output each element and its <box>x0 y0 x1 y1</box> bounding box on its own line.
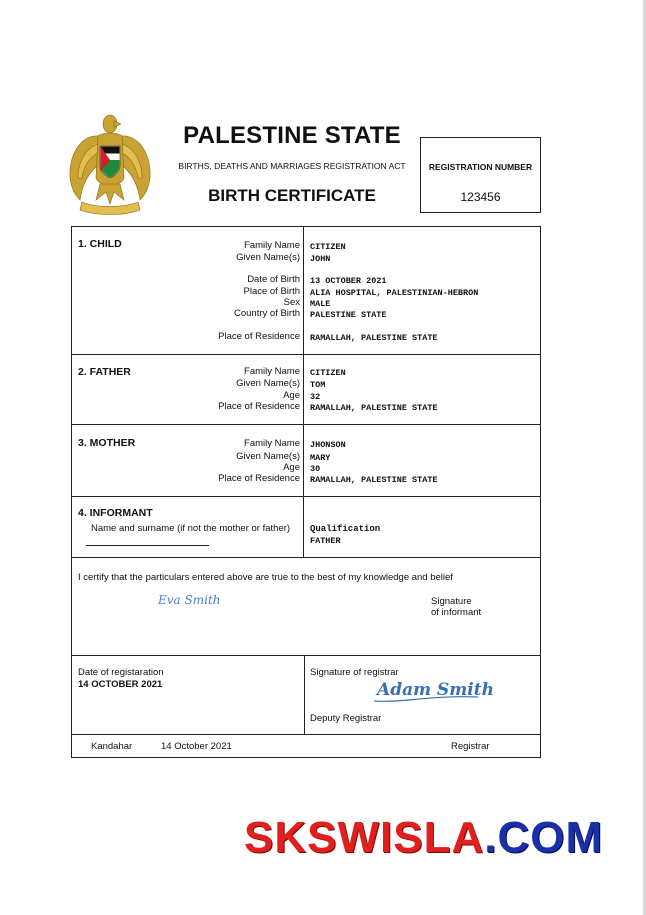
section-father-heading: 2. FATHER <box>78 366 131 378</box>
child-sex: MALE <box>310 299 331 309</box>
father-family-name-label: Family Name <box>244 366 300 377</box>
watermark-part-1: SKSWISLA <box>244 813 485 862</box>
child-given-names: JOHN <box>310 254 331 264</box>
father-given-names-label: Given Name(s) <box>236 378 300 389</box>
document-title: PALESTINE STATE <box>183 122 401 149</box>
registrar-signature: Adam Smith <box>377 680 494 700</box>
registration-date-label: Date of registaration <box>78 667 164 678</box>
deputy-registrar-label: Deputy Registrar <box>310 713 382 724</box>
father-age-label: Age <box>283 390 300 401</box>
section-child-heading: 1. CHILD <box>78 238 122 250</box>
registration-number-label: REGISTRATION NUMBER <box>428 162 533 172</box>
mother-given-names: MARY <box>310 453 331 463</box>
registration-date: 14 OCTOBER 2021 <box>78 679 163 690</box>
father-family-name: CITIZEN <box>310 368 346 378</box>
registration-number-box <box>420 137 541 213</box>
watermark-dot: . <box>484 813 498 862</box>
informant-signature: Eva Smith <box>158 593 221 607</box>
flag-shield <box>100 146 120 178</box>
column-divider <box>303 227 304 557</box>
child-pob: ALIA HOSPITAL, PALESTINIAN-HEBRON <box>310 288 479 298</box>
mother-residence-label: Place of Residence <box>218 473 300 484</box>
qualification-label: Qualification <box>310 524 381 534</box>
section-divider <box>72 496 540 497</box>
footer-date: 14 October 2021 <box>161 741 232 752</box>
eagle-emblem-icon <box>66 108 154 216</box>
mother-given-names-label: Given Name(s) <box>236 451 300 462</box>
certification-statement: I certify that the particulars entered above are true to the best of my knowledge and belief <box>78 572 453 583</box>
child-family-name: CITIZEN <box>310 242 346 252</box>
child-country-label: Country of Birth <box>234 308 300 319</box>
child-country: PALESTINE STATE <box>310 310 387 320</box>
informant-name-label: Name and surname (if not the mother or father) <box>91 523 291 534</box>
qualification-value: FATHER <box>310 536 341 546</box>
father-residence: RAMALLAH, PALESTINE STATE <box>310 403 438 413</box>
section-divider <box>72 354 540 355</box>
registrar-signature-label: Signature of registrar <box>310 667 399 678</box>
certificate-table <box>71 226 541 758</box>
informant-signature-label-1: Signature <box>431 596 472 607</box>
child-pob-label: Place of Birth <box>243 286 300 297</box>
mother-residence: RAMALLAH, PALESTINE STATE <box>310 475 438 485</box>
section-informant-heading: 4. INFORMANT <box>78 507 153 519</box>
registration-number-value: 123456 <box>460 190 501 204</box>
father-age: 32 <box>310 392 321 402</box>
watermark-part-2: COM <box>497 813 604 862</box>
section-divider <box>72 557 540 558</box>
mother-age-label: Age <box>283 462 300 473</box>
signature-flourish <box>372 691 482 705</box>
child-family-name-label: Family Name <box>244 240 300 251</box>
informant-signature-label-2: of informant <box>431 607 482 618</box>
father-residence-label: Place of Residence <box>218 401 300 412</box>
column-divider <box>304 655 305 734</box>
section-mother-heading: 3. MOTHER <box>78 437 136 449</box>
footer-registrar: Registrar <box>451 741 490 752</box>
child-dob: 13 OCTOBER 2021 <box>310 276 387 286</box>
child-residence-label: Place of Residence <box>218 331 300 342</box>
father-given-names: TOM <box>310 380 326 390</box>
child-residence: RAMALLAH, PALESTINE STATE <box>310 333 438 343</box>
section-divider <box>72 655 540 656</box>
mother-family-name-label: Family Name <box>244 438 300 449</box>
informant-name-line <box>86 545 209 546</box>
mother-family-name: JHONSON <box>310 440 346 450</box>
child-sex-label: Sex <box>283 297 300 308</box>
child-given-names-label: Given Name(s) <box>236 252 300 263</box>
mother-age: 30 <box>310 464 321 474</box>
certificate-title: BIRTH CERTIFICATE <box>208 186 376 205</box>
section-divider <box>72 424 540 425</box>
site-watermark <box>244 813 603 863</box>
footer-place: Kandahar <box>91 741 133 752</box>
child-dob-label: Date of Birth <box>247 274 300 285</box>
registration-act: BIRTHS, DEATHS AND MARRIAGES REGISTRATION ACT <box>178 161 406 171</box>
section-divider <box>72 734 540 735</box>
